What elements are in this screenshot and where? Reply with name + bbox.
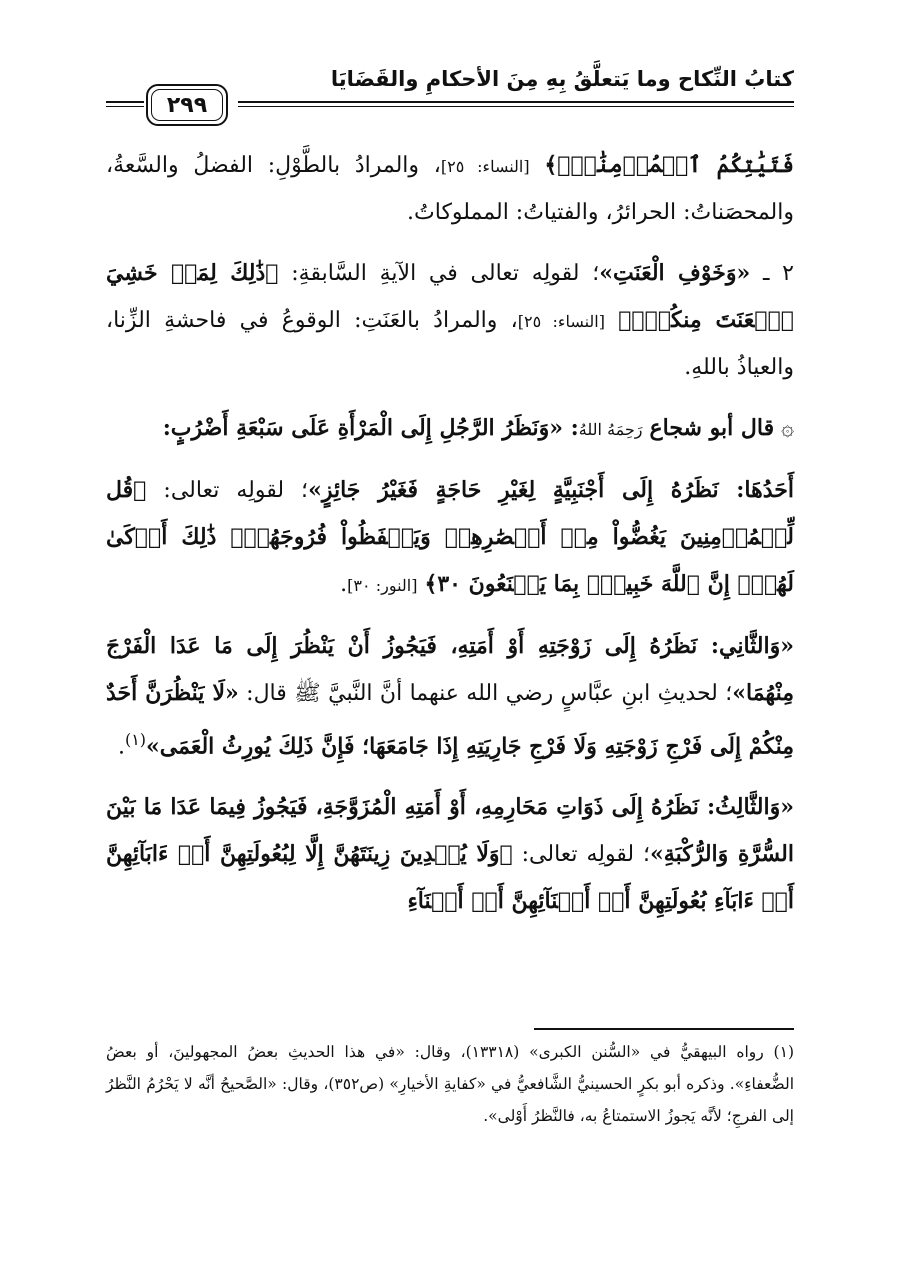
paragraph-6: [106, 784, 794, 925]
verse-reference: [النساء: ٢٥]: [440, 157, 530, 176]
main-text: [106, 142, 794, 939]
paragraph-4: [106, 467, 794, 609]
header-rule: [238, 101, 794, 103]
hadith-quote: «لَا يَنْظُرَنَّ أَحَدٌ مِنْكُمْ إِلَى فَرْجِ زَوْجَتِهِ وَلَا فَرْجِ جَارِيَتِهِ إِذَا جَامَعَهَا؛ فَإِنَّ ذَلِكَ يُورِثُ الْعَمَى»: [106, 680, 794, 760]
matn-quote: «وَخَوْفِ الْعَنَتِ»: [599, 260, 751, 286]
header-rule-thin: [238, 106, 794, 107]
matn-quote: «وَالثَّالِثُ: نَظَرُهُ إِلَى ذَوَاتِ مَحَارِمِهِ، أَوْ أَمَتِهِ الْمُزَوَّجَةِ، فَيَجُوزُ فِيمَا عَدَا مَا بَيْنَ السُّرَّةِ وَالرُّكْبَةِ»: [106, 794, 794, 868]
header-rule-left: [106, 101, 144, 103]
footnote-1: (١) رواه البيهقيُّ في «السُّنن الكبرى» (١٣٣١٨)، وقال: «في هذا الحديثِ بعضُ المجهولينَ، أو بعضُ الضُّعفاءِ». وذكره أبو بكرٍ الحسينيُّ الشَّافعيُّ في «كفايةِ الأخيارِ» (ص٣٥٢)، وقال: «الصَّحيحُ أنَّه لا يَحْرُمُ النَّظرُ إلى الفرجِ؛ لأنَّه يَجوزُ الاستمتاعُ به، فالنَّظرُ أَوْلى».: [106, 1043, 794, 1125]
paragraph-1: [106, 142, 794, 236]
verse-reference: [النساء: ٢٥]: [517, 312, 605, 331]
footnote-marker[interactable]: (١): [124, 730, 147, 749]
paragraph-3: [106, 405, 794, 453]
paragraph-text: .: [340, 572, 348, 597]
quran-verse: فَتَيَٰتِكُمُ ٱلۡمُؤۡمِنَٰتِۚ﴾: [544, 152, 794, 178]
speaker-name: قال أبو شجاع: [649, 415, 775, 441]
header-rule-left-thin: [106, 106, 144, 107]
paragraph-text: ؛ لقولِه تعالى:: [163, 478, 309, 503]
quran-verse: ﴿قُل لِّلۡمُؤۡمِنِينَ يَغُضُّواْ مِنۡ أَبۡصَٰرِهِمۡ وَيَحۡفَظُواْ فُرُوجَهُمۡۚ ذَٰلِكَ أَزۡكَىٰ لَهُمۡۚ إِنَّ ٱللَّهَ خَبِيرُۢ بِمَا يَصۡنَعُونَ ٣٠﴾: [106, 477, 794, 597]
paragraph-5: [106, 623, 794, 770]
footnotes: [106, 1036, 794, 1132]
paragraph-text: ؛ لقولِه تعالى:: [521, 842, 651, 868]
paragraph-text: ؛ لقولِه تعالى في الآيةِ السَّابقةِ:: [291, 261, 600, 286]
footnote-separator: [534, 1028, 794, 1030]
paragraph-text: ، والمرادُ بالعَنَتِ: الوقوعُ في فاحشةِ الزِّنا، والعياذُ باللهِ.: [106, 308, 794, 380]
quran-verse: ﴿وَلَا يُبۡدِينَ زِينَتَهُنَّ إِلَّا لِبُعُولَتِهِنَّ أَوۡ ءَابَآئِهِنَّ أَوۡ ءَابَآءِ بُعُولَتِهِنَّ أَوۡ أَبۡنَآئِهِنَّ أَوۡ أَبۡنَآءِ: [106, 841, 794, 915]
quran-verse: ﴿ذَٰلِكَ لِمَنۡ خَشِيَ ٱلۡعَنَتَ مِنكُمۡۚ﴾: [106, 260, 794, 333]
paragraph-text: ، والمرادُ بالطَّوْلِ: الفضلُ والسَّعةُ، والمحصَناتُ: الحرائرُ، والفتياتُ: المملوكاتُ.: [106, 153, 794, 225]
verse-reference: [النور: ٣٠]: [347, 576, 418, 595]
paragraph-2: [106, 250, 794, 391]
running-header-title: كتابُ النِّكاح وما يَتعلَّقُ بِهِ مِنَ الأحكامِ والقَضَايَا: [330, 67, 794, 91]
honorific: رَحِمَهُ اللهُ: [578, 420, 643, 439]
page-number: [146, 84, 228, 126]
matn-quote: «وَالثَّانِي: نَظَرُهُ إِلَى زَوْجَتِهِ أَوْ أَمَتِهِ، فَيَجُوزُ أَنْ يَنْظُرَ إِلَى مَا عَدَا الْفَرْجَ مِنْهُمَا»: [106, 633, 794, 706]
section-ornament-icon: ۞: [781, 416, 794, 441]
page-number-text: ٢٩٩: [166, 92, 208, 118]
paragraph-text: .: [117, 734, 125, 760]
matn-quote: أَحَدُهَا: نَظَرُهُ إِلَى أَجْنَبِيَّةٍ لِغَيْرِ حَاجَةٍ فَغَيْرُ جَائِزٍ»: [308, 477, 794, 503]
item-number: ٢ ـ: [762, 261, 794, 286]
matn-quote: : «وَنَظَرُ الرَّجُلِ إِلَى الْمَرْأَةِ عَلَى سَبْعَةِ أَضْرُبٍ:: [162, 415, 579, 441]
paragraph-text: ؛ لحديثِ ابنِ عبَّاسٍ رضي الله عنهما أنَّ النَّبيَّ ﷺ قال:: [246, 681, 733, 706]
